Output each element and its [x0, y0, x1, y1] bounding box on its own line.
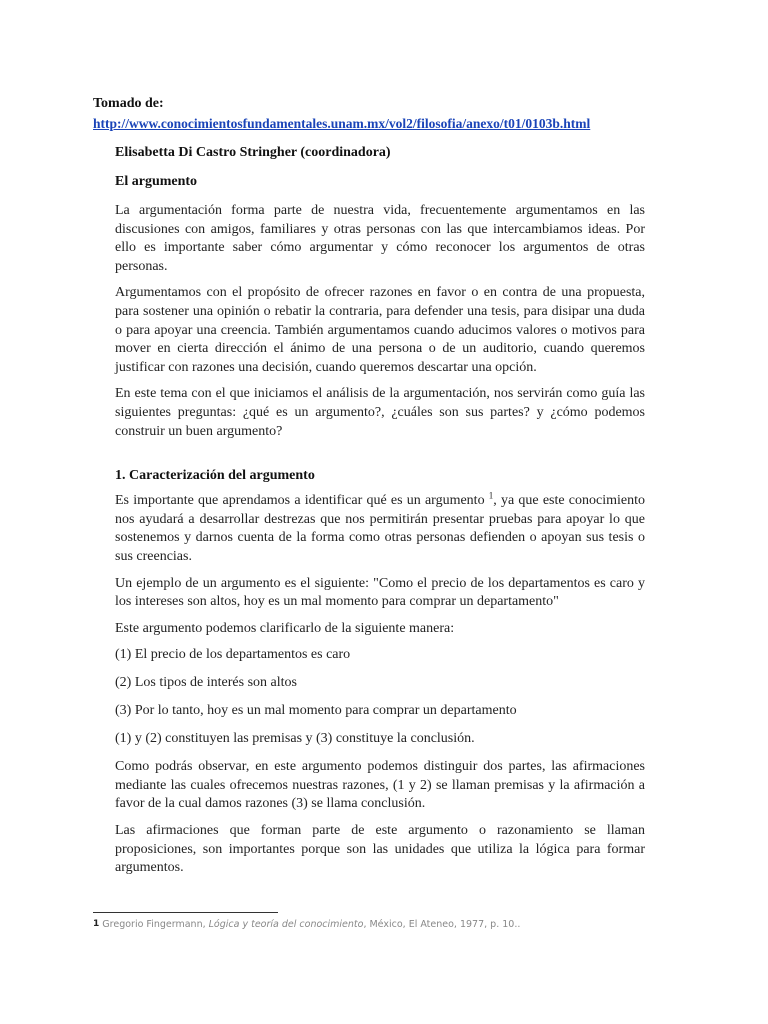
section-paragraph-1-text: Es importante que aprendamos a identificar qué es un argumento	[115, 493, 489, 509]
list-item: (3) Por lo tanto, hoy es un mal momento para comprar un departamento	[115, 703, 517, 719]
section-paragraph-5: Las afirmaciones que forman parte de este argumento o razonamiento se llaman proposiciones, son importantes porque son las unidades que utiliza la lógica para formar argumentos.	[115, 823, 645, 876]
footnote-number: 1	[93, 919, 100, 929]
section-paragraph-3: Este argumento podemos clarificarlo de la siguiente manera:	[115, 620, 455, 636]
footnote	[93, 919, 520, 930]
section-heading: 1. Caracterización del argumento	[115, 468, 315, 484]
list-item: (1) y (2) constituyen las premisas y (3) constituye la conclusión.	[115, 731, 475, 747]
section-paragraph-4: Como podrás observar, en este argumento podemos distinguir dos partes, las afirmaciones mediante las cuales ofrecemos nuestras razones, (1 y 2) se llaman premisas y la afirmación a favor de la cual damos razones (3) se llama conclusión.	[115, 759, 645, 812]
source-label: Tomado de:	[93, 96, 164, 111]
section-paragraph-2: Un ejemplo de un argumento es el siguiente: "Como el precio de los departamentos es caro y los intereses son altos, hoy es un mal momento para comprar un departamento"	[115, 575, 645, 610]
author-line: Elisabetta Di Castro Stringher (coordinadora)	[115, 145, 391, 160]
footnote-work: Lógica y teoría del conocimiento	[208, 919, 364, 930]
intro-paragraph-1: La argumentación forma parte de nuestra vida, frecuentemente argumentamos en las discusiones con amigos, familiares y otras personas con las que intercambiamos ideas. Por ello es importante saber cómo argumentar y cómo reconocer los argumentos de otras personas.	[115, 203, 645, 274]
intro-paragraph-3: En este tema con el que iniciamos el análisis de la argumentación, nos servirán como guía las siguientes preguntas: ¿qué es un argumento?, ¿cuáles son sus partes? y ¿cómo podemos construir un buen argumento?	[115, 386, 645, 439]
document-body	[115, 144, 645, 886]
intro-paragraph-2: Argumentamos con el propósito de ofrecer razones en favor o en contra de una propuesta, para sostener una opinión o rebatir la contraria, para defender una tesis, para disipar una duda o para apoyar una creencia. También argumentamos cuando aducimos valores o motivos para mover en cierta dirección el ánimo de una persona o de un auditorio, cuando queremos justificar con razones una decisión, cuando queremos descartar una opción.	[115, 285, 645, 375]
footnote-divider	[93, 912, 278, 913]
list-item: (2) Los tipos de interés son altos	[115, 675, 297, 691]
source-link[interactable]: http://www.conocimientosfundamentales.unam.mx/vol2/filosofia/anexo/t01/0103b.html	[93, 116, 591, 131]
section-paragraph-1	[115, 492, 645, 566]
section-paragraph-1-text-cont: , ya que este conocimiento nos ayudará a desarrollar destrezas que nos permitirán presentar pruebas para apoyar lo que sostenemos y darnos cuenta de la forma como otras personas defienden o apoyan sus tesis o sus creencias.	[115, 493, 645, 564]
list-item: (1) El precio de los departamentos es caro	[115, 647, 351, 663]
footnote-author: Gregorio Fingermann,	[102, 919, 209, 930]
document-title: El argumento	[115, 174, 198, 189]
footnote-details: , México, El Ateneo, 1977, p. 10..	[363, 919, 521, 930]
footnote-reference[interactable]: 1	[488, 490, 494, 501]
